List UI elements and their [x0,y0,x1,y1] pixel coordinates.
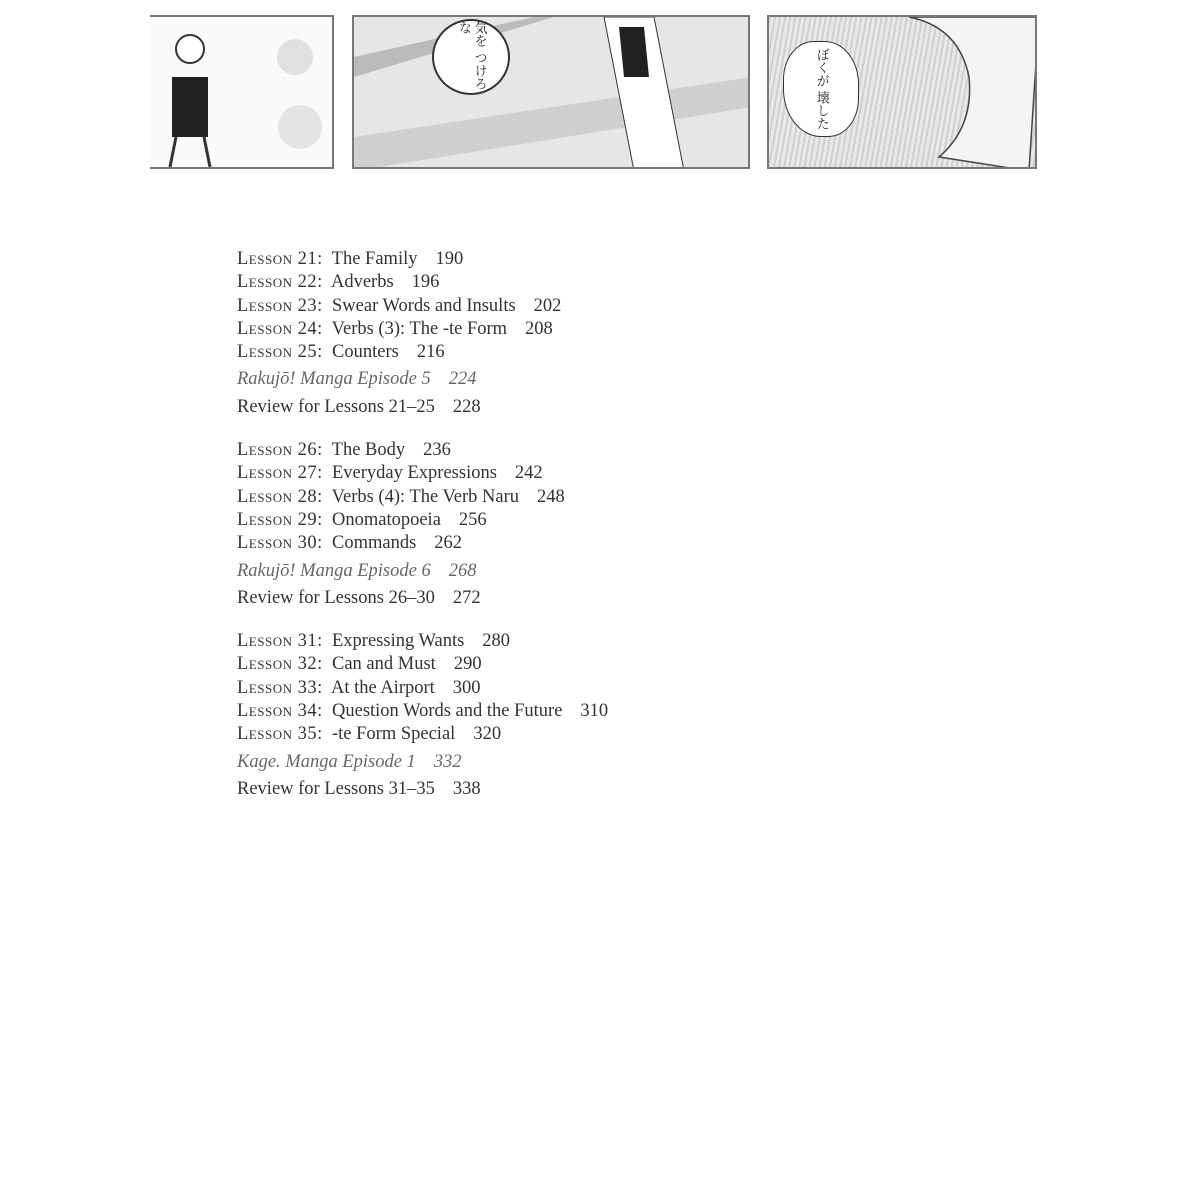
toc-lesson-entry[interactable] [237,630,608,653]
toc-lesson-entry[interactable] [237,509,608,532]
lesson-title: Commands [332,533,417,554]
lesson-label: Lesson 33: [237,677,323,698]
toc-lesson-entry[interactable] [237,677,608,700]
lesson-title: Verbs (3): The -te Form [331,318,508,339]
entry-title: Kage. Manga Episode 1 [237,751,416,772]
toc-review-entry[interactable] [237,587,608,610]
entry-title: Review for Lessons 26–30 [237,587,435,608]
toc-lesson-entry[interactable] [237,462,608,485]
page-number: 332 [433,751,462,772]
toc-lesson-entry[interactable] [237,700,608,723]
page-number: 236 [423,440,451,461]
lesson-label: Lesson 31: [237,631,323,652]
lesson-title: Everyday Expressions [332,463,497,484]
page-number: 208 [525,318,553,339]
lesson-title: The Body [331,440,406,461]
lesson-title: Question Words and the Future [332,701,563,722]
page-number: 202 [533,295,562,316]
lesson-label: Lesson 30: [237,533,323,554]
toc-lesson-entry[interactable] [237,439,608,462]
lesson-label: Lesson 24: [237,318,323,339]
lesson-label: Lesson 27: [237,463,323,484]
toc-lesson-entry[interactable] [237,318,608,341]
page-number: 272 [452,587,481,608]
toc-lesson-entry[interactable] [237,653,608,676]
entry-title: Review for Lessons 21–25 [237,396,435,417]
toc-manga-entry[interactable] [237,560,608,583]
table-of-contents [237,248,608,801]
page-number: 256 [458,509,487,530]
lesson-title: The Family [331,249,418,269]
speech-bubble: ぼくが 壊した [783,41,859,137]
page-number: 248 [537,486,565,507]
page-number: 280 [482,631,511,652]
toc-lesson-entry[interactable] [237,295,608,318]
toc-manga-entry[interactable] [237,751,608,774]
entry-title: Rakujō! Manga Episode 5 [237,369,431,390]
page-number: 268 [448,560,477,581]
entry-title: Review for Lessons 31–35 [237,778,435,799]
lesson-label: Lesson 34: [237,701,323,722]
toc-review-entry[interactable] [237,778,608,801]
lesson-label: Lesson 32: [237,654,323,675]
lesson-label: Lesson 21: [237,249,323,269]
toc-lesson-entry[interactable] [237,532,608,555]
page-number: 242 [514,463,543,484]
manga-character-illustration [150,17,334,169]
lesson-title: Can and Must [332,654,436,675]
lesson-title: Swear Words and Insults [332,295,516,316]
lesson-label: Lesson 23: [237,295,323,316]
lesson-title: -te Form Special [332,724,456,745]
entry-title: Rakujō! Manga Episode 6 [237,560,431,581]
page-number: 228 [452,396,481,417]
lesson-title: Adverbs [330,272,394,293]
page-number: 196 [411,272,440,293]
street-scene-illustration [354,17,750,169]
lesson-title: Verbs (4): The Verb Naru [331,486,520,507]
page-number: 310 [580,701,609,722]
lesson-label: Lesson 35: [237,724,323,745]
toc-review-entry[interactable] [237,396,608,419]
lesson-label: Lesson 29: [237,509,323,530]
lesson-label: Lesson 25: [237,342,323,363]
page-number: 300 [452,677,481,698]
toc-lesson-entry[interactable] [237,723,608,746]
toc-lesson-entry[interactable] [237,248,608,271]
toc-lesson-entry[interactable] [237,486,608,509]
lesson-title: Counters [332,342,399,363]
page-number: 216 [416,342,445,363]
page-number: 338 [452,778,481,799]
page-number: 320 [473,724,502,745]
manga-panel-left [150,15,334,169]
section-spacer [237,610,608,630]
lesson-title: Onomatopoeia [332,509,441,530]
toc-manga-entry[interactable] [237,368,608,391]
toc-lesson-entry[interactable] [237,341,608,364]
section-spacer [237,419,608,439]
lesson-label: Lesson 22: [237,272,323,293]
page-number: 224 [448,369,477,390]
speech-bubble: 気を つけろ な [432,19,510,95]
page-number: 190 [435,249,464,269]
lesson-title: At the Airport [330,677,435,698]
lesson-label: Lesson 26: [237,440,323,461]
manga-panel-right [767,15,1037,169]
toc-lesson-entry[interactable] [237,271,608,294]
manga-panel-center [352,15,750,169]
lesson-label: Lesson 28: [237,486,323,507]
page-number: 262 [434,533,463,554]
lesson-title: Expressing Wants [332,631,465,652]
page-number: 290 [453,654,482,675]
